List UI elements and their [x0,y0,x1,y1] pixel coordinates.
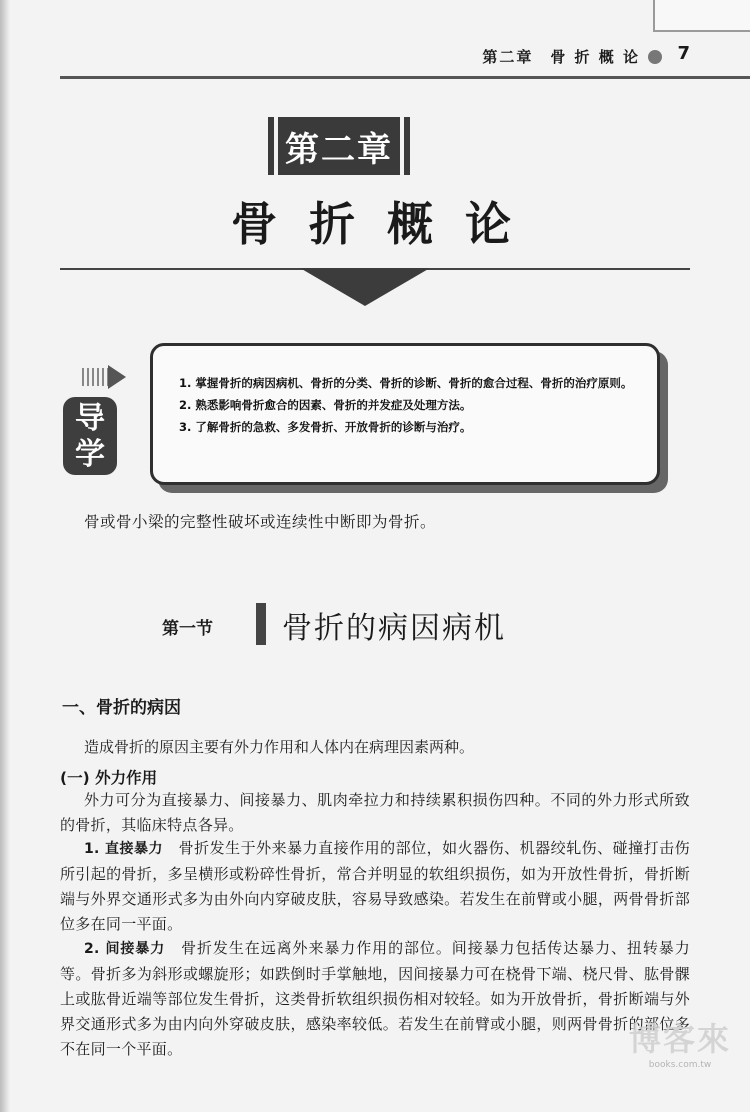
running-header-title: 第二章 骨 折 概 论 [482,48,640,66]
paragraph-indirect-violence [60,936,690,1062]
intro-paragraph: 造成骨折的原因主要有外力作用和人体内在病理因素两种。 [84,738,475,756]
page-spine-shadow [0,0,10,1112]
header-bullet-icon [648,50,662,64]
chapter-badge: 第二章 [278,117,400,175]
direct-violence-body: 骨折发生于外来暴力直接作用的部位，如火器伤、机器绞轧伤、碰撞打击伤所引起的骨折，多呈横形或粉碎性骨折，常合并明显的软组织损伤，如为开放性骨折，骨折断端与外界交通形式多为由外向内穿破皮肤，容易导致感染。若发生在前臂或小腿，两骨骨折部位多在同一平面。 [60,839,690,933]
chapter-down-arrow-icon [300,268,430,306]
guide-stripe-decoration [82,368,108,386]
chapter-title: 骨 折 概 论 [230,197,520,251]
objective-item-2: 2. 熟悉影响骨折愈合的因素、骨折的并发症及处理方法。 [179,398,472,412]
header-rule [60,76,750,79]
section-label: 第一节 [162,619,213,639]
guide-label-badge [63,397,117,475]
indirect-violence-body: 骨折发生在远离外来暴力作用的部位。间接暴力包括传达暴力、扭转暴力等。骨折多为斜形或螺旋形；如跌倒时手掌触地，因间接暴力可在桡骨下端、桡尺骨、肱骨髁上或肱骨近端等部位发生骨折，这类骨折软组织损伤相对较轻。如为开放骨折，骨折断端与外界交通形式多为由内向外穿破皮肤，感染率较低。若发生在前臂或小腿，则两骨骨折的部位多不在同一个平面。 [60,939,690,1058]
section-title: 骨折的病因病机 [282,611,506,646]
learning-objectives-list [179,372,634,438]
page-number: 7 [677,43,690,64]
subheading-external-force: (一) 外力作用 [60,769,158,787]
guide-arrow-icon [108,365,126,389]
indirect-violence-lead: 2. 间接暴力 [84,941,166,957]
watermark-url: books.com.tw [648,1060,712,1070]
paragraph-force-types: 外力可分为直接暴力、间接暴力、肌肉牵拉力和持续累积损伤四种。不同的外力形式所致的骨折，其临床特点各异。 [60,791,690,834]
learning-guide-box [150,343,660,485]
publisher-watermark [620,1014,740,1084]
direct-violence-lead: 1. 直接暴力 [84,841,164,857]
objective-item-1: 1. 掌握骨折的病因病机、骨折的分类、骨折的诊断、骨折的愈合过程、骨折的治疗原则。 [179,376,633,390]
guide-label-char-1: 导 [75,401,105,436]
heading-fracture-causes: 一、骨折的病因 [62,698,181,718]
section-divider-bar [256,603,266,645]
paragraph-direct-violence [60,836,690,937]
page-corner-tab [653,0,750,32]
fracture-definition: 骨或骨小梁的完整性破坏或连续性中断即为骨折。 [84,513,437,531]
watermark-logo-text: 博客來 [628,1020,731,1058]
objective-item-3: 3. 了解骨折的急救、多发骨折、开放骨折的诊断与治疗。 [179,420,472,434]
guide-label-char-2: 学 [75,437,105,472]
